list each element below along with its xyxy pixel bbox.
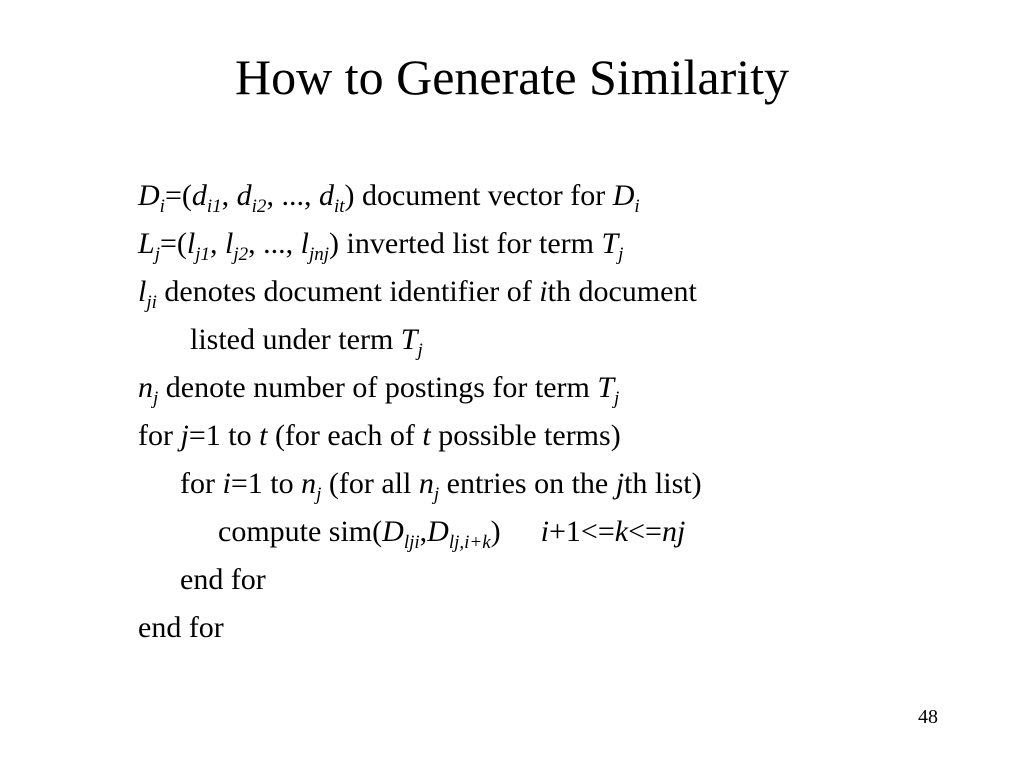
line-postings-count: $n_j$ denote number of postings for term $T_j$ [138, 371, 620, 409]
slide-title: How to Generate Similarity [234, 49, 790, 105]
line-document-identifier: $l_{ji}$ denotes document identifier of ith document [138, 275, 697, 313]
line-document-vector: $D_i=(d_{i1}$, $d_{i2}$, ..., $d_{it}$) document vector for $D_i$ [138, 179, 640, 217]
page-number: 48 [918, 706, 938, 728]
line-inverted-list: $L_j=(l_{j1}$, $l_{j2}$, ..., $l_{jnj}$) inverted list for term $T_j$ [138, 227, 624, 265]
line-inner-for-loop: for i=1 to $n_j$ (for all $n_j$ entries on the jth list) [180, 467, 702, 505]
line-outer-for-loop: for j=1 to t (for each of t possible terms) [138, 419, 621, 452]
line-compute-sim: compute $sim(D_{lji},D_{lj,i+k})$ i+1<=k<=nj [218, 515, 686, 553]
slide-body [138, 172, 702, 652]
line-outer-end-for: end for [138, 611, 224, 644]
line-listed-under-term: listed under term $T_j$ [190, 323, 423, 361]
line-inner-end-for: end for [180, 563, 266, 596]
